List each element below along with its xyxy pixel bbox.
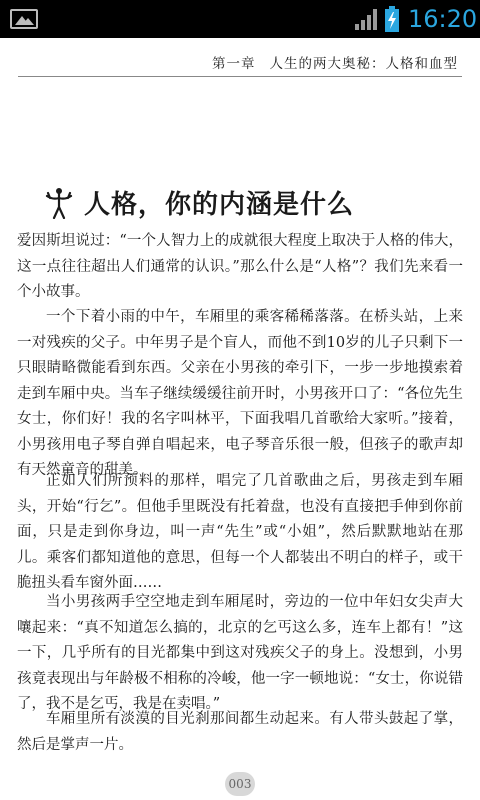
header-chapter: 第一章 [212,56,256,72]
header-divider [18,76,462,77]
header-chapter-title: 人生的两大奥秘：人格和血型 [269,56,458,72]
paragraph-story-2: 正如人们所预料的那样，唱完了几首歌曲之后，男孩走到车厢头，开始“行乞”。但他手里既没有托着盘，也没有直接把手伸到你前面，只是走到你身边，叫一声“先生”或“小姐”，然后默默地站在那儿。乘客们都知道他的意思，但每一个人都装出不明白的样子，或干脆扭头看车窗外面…… [17,473,463,591]
running-header [198,52,458,72]
signal-icon [354,8,380,30]
paragraph-story-3: 当小男孩两手空空地走到车厢尾时，旁边的一位中年妇女尖声大嚷起来：“真不知道怎么搞的，北京的乞丐这么多，连车上都有！”这一下，几乎所有的目光都集中到这对残疾父子的身上。没想到，小男孩竟表现出与年龄极不相称的冷峻，他一字一顿地说：“女士，你说错了，我不是乞丐，我是在卖唱。” [17,594,463,712]
section-title: 人格，你的内涵是什么 [84,190,355,220]
status-bar [0,0,480,38]
paragraph-quote: 爱因斯坦说过：“一个人智力上的成就很大程度上取决于人格的伟大，这一点往往超出人们通常的认识。”那么什么是“人格”？我们先来看一个小故事。 [17,233,463,300]
human-figure-icon [44,187,74,219]
image-notification-icon[interactable] [10,9,38,29]
battery-charging-icon [384,6,400,32]
status-time: 16:20 [408,5,478,33]
paragraph-story-1: 一个下着小雨的中午，车厢里的乘客稀稀落落。在桥头站，上来一对残疾的父子。中年男子是个盲人，而他不到10岁的儿子只剩下一只眼睛略微能看到东西。父亲在小男孩的牵引下，一步一步地摸索着走到车厢中央。当车子继续缓缓往前开时，小男孩开口了：“各位先生女士，你们好！我的名字叫林平，下面我唱几首歌给大家听。”接着，小男孩用电子琴自弹自唱起来，电子琴音乐很一般，但孩子的歌声却有天然童音的甜美。 [17,309,463,478]
section-heading [44,184,354,221]
paragraph-story-4: 车厢里所有淡漠的目光刹那间都生动起来。有人带头鼓起了掌，然后是掌声一片。 [17,711,463,753]
page-number-badge: 003 [225,772,255,796]
